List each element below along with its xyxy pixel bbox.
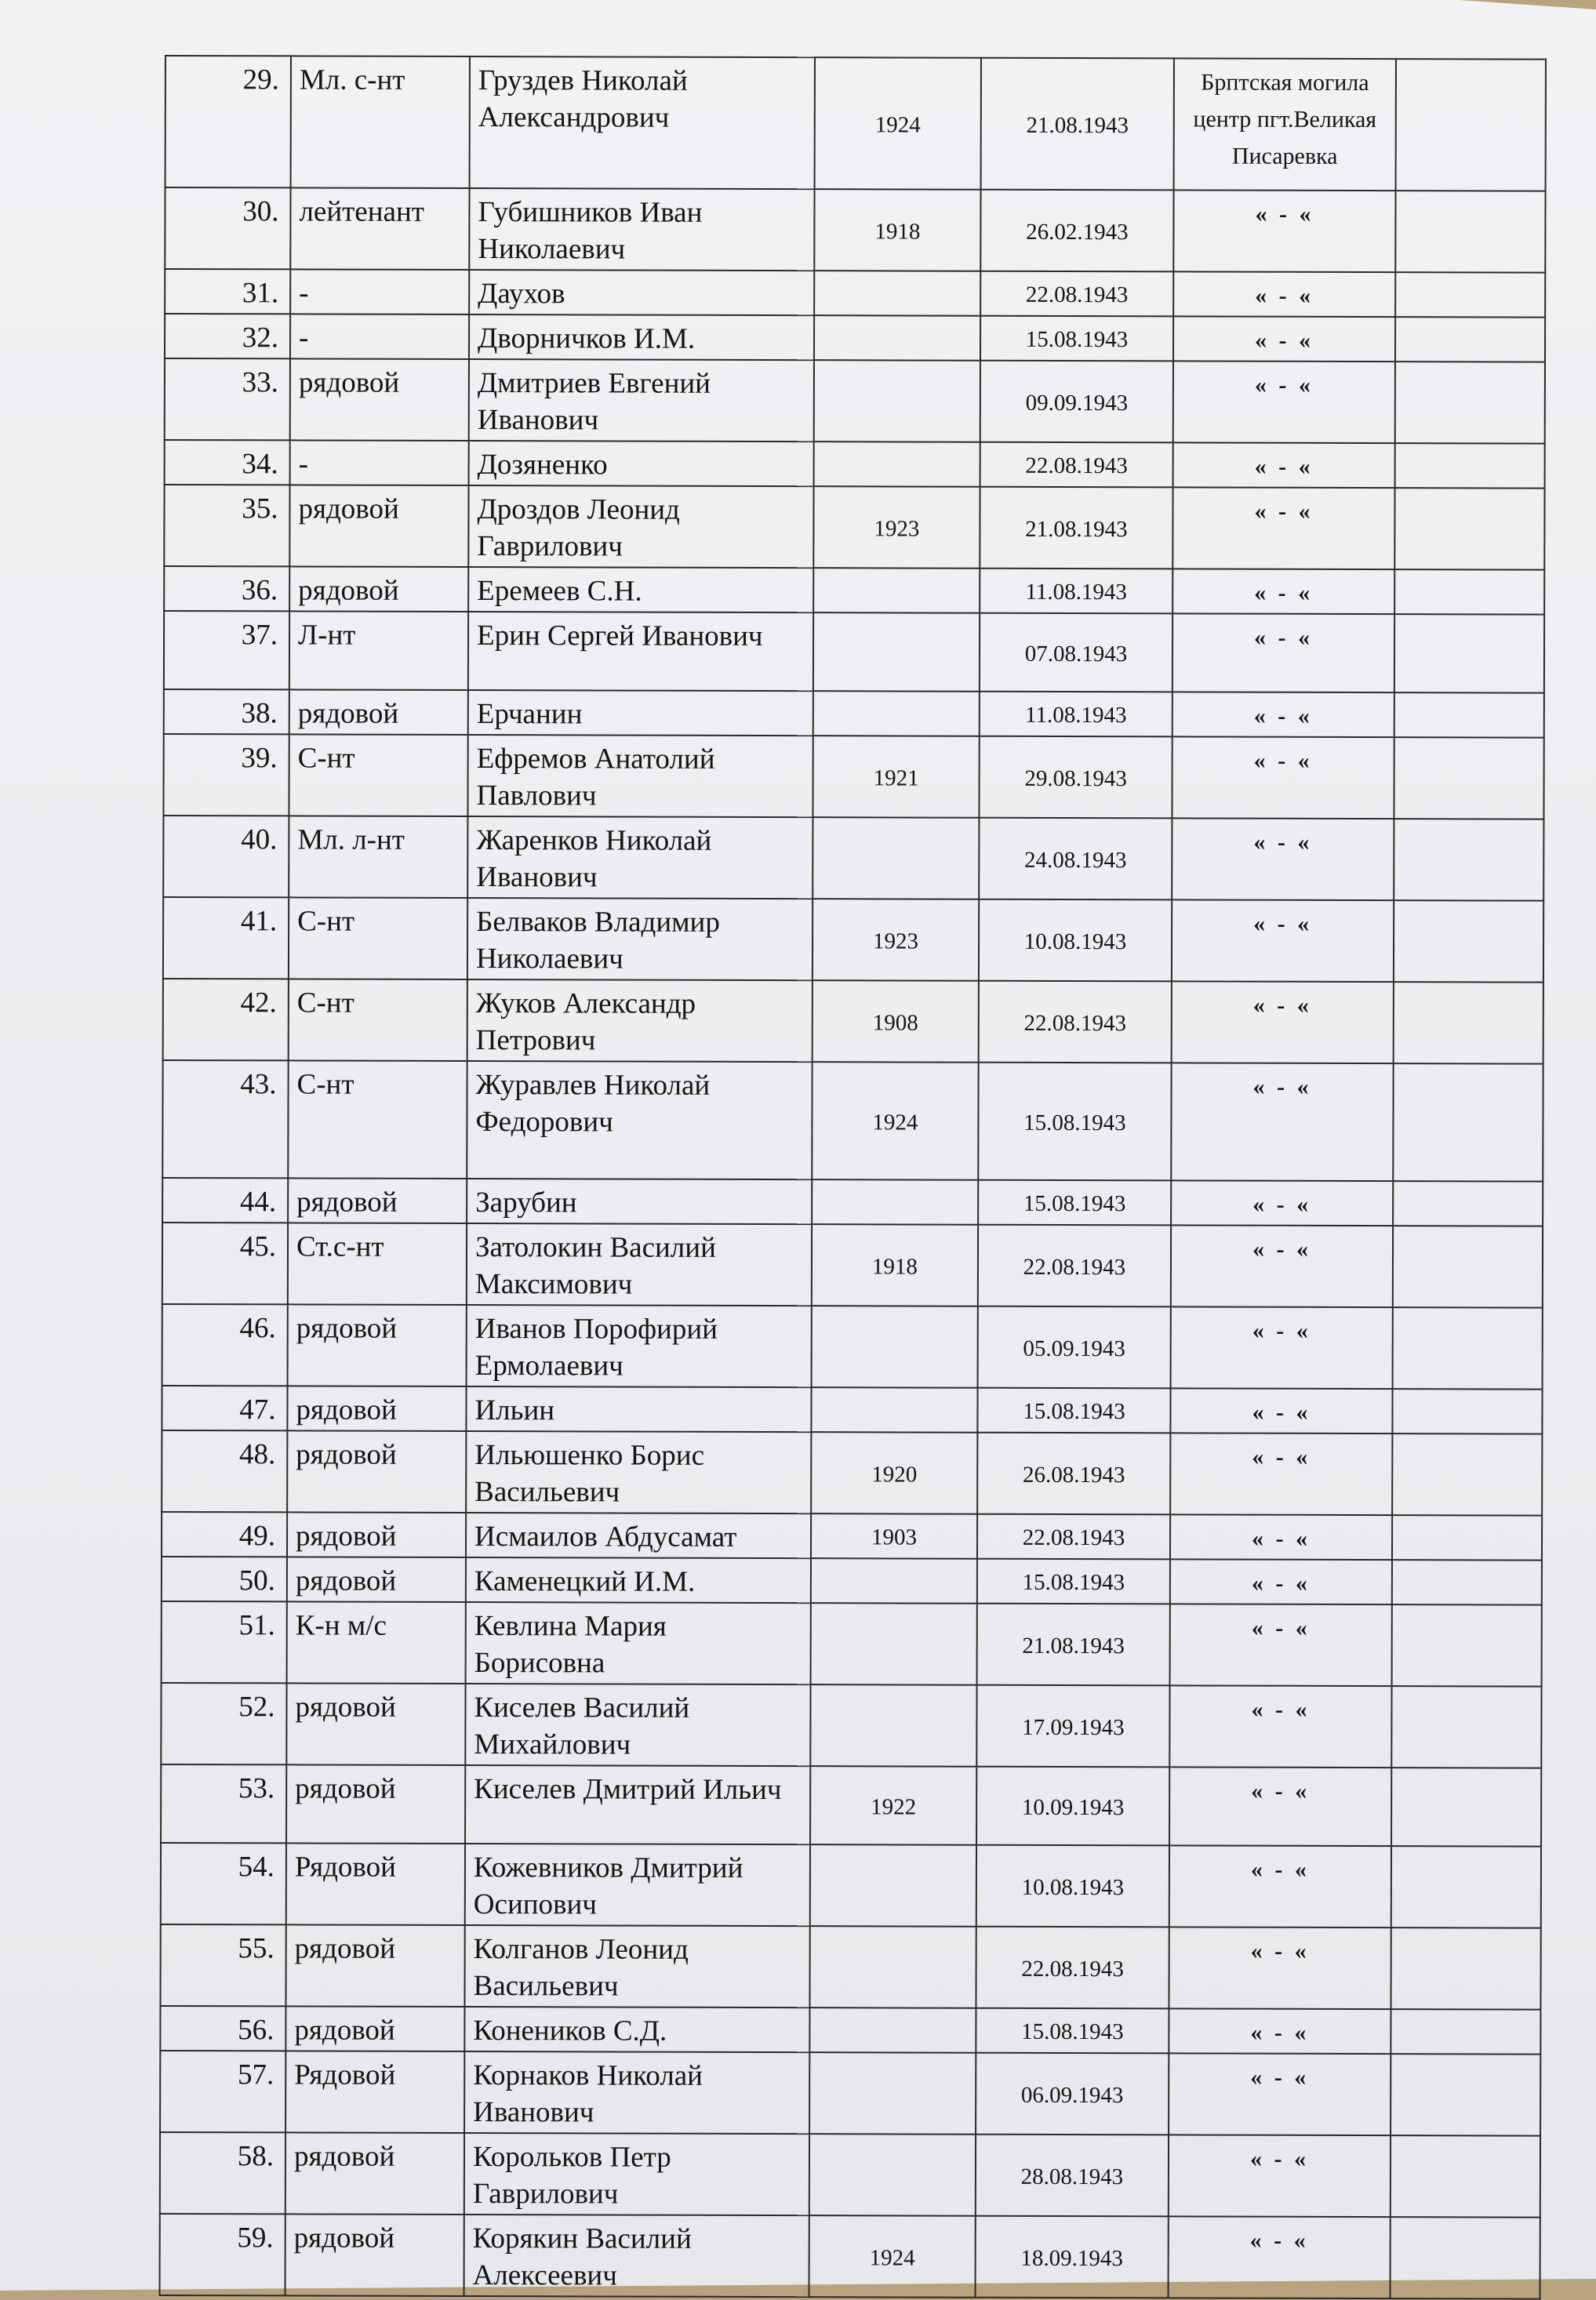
row-number: 50. (162, 1557, 287, 1601)
birth-year (809, 1926, 976, 2008)
notes-cell (1394, 819, 1543, 900)
notes-cell (1394, 488, 1544, 569)
death-date: 11.08.1943 (980, 692, 1172, 737)
row-number: 46. (162, 1304, 288, 1386)
birth-year (810, 1844, 976, 1927)
death-date: 15.08.1943 (978, 1063, 1171, 1181)
rank: рядовой (289, 566, 468, 612)
death-date: 09.09.1943 (980, 361, 1173, 443)
birth-year (811, 1603, 977, 1685)
rank: С-нт (288, 1060, 467, 1179)
table-row (163, 734, 1543, 819)
notes-cell (1394, 692, 1544, 737)
rank: - (290, 440, 469, 485)
notes-cell (1391, 1686, 1541, 1768)
rank: рядовой (288, 1178, 467, 1223)
burial-place-ditto: « - « (1173, 361, 1395, 443)
notes-cell (1391, 2135, 1540, 2217)
death-date: 15.08.1943 (978, 1180, 1171, 1226)
row-number: 55. (160, 1924, 285, 2006)
full-name: Иванов Порофирий Ермолаевич (467, 1305, 812, 1387)
birth-year (809, 2052, 976, 2135)
death-date: 22.08.1943 (980, 271, 1173, 317)
row-number: 44. (162, 1178, 288, 1223)
burial-place-ditto: « - « (1173, 271, 1395, 317)
burial-place-ditto: « - « (1169, 1767, 1391, 1846)
burial-place-ditto: « - « (1172, 899, 1394, 982)
table-row (165, 269, 1545, 318)
birth-year (814, 315, 980, 361)
rank: рядовой (290, 358, 469, 441)
table-row (162, 1601, 1542, 1687)
notes-cell (1393, 1181, 1543, 1226)
row-number: 37. (164, 611, 289, 689)
birth-year (813, 817, 979, 899)
table-row (162, 1304, 1543, 1390)
burial-place-ditto: « - « (1172, 981, 1394, 1063)
rank: рядовой (287, 1430, 466, 1513)
birth-year (812, 1306, 978, 1388)
rank: К-н м/с (287, 1601, 466, 1684)
table-row (165, 187, 1545, 273)
table-row (162, 1512, 1542, 1561)
row-number: 51. (162, 1601, 287, 1683)
full-name: Дозяненко (469, 441, 814, 486)
row-number: 35. (164, 485, 289, 566)
notes-cell (1392, 1515, 1542, 1560)
notes-cell (1394, 614, 1544, 692)
burial-place-ditto: « - « (1172, 487, 1394, 569)
birth-year: 1918 (812, 1224, 978, 1306)
burial-place-ditto: « - « (1172, 613, 1394, 692)
death-date: 22.08.1943 (979, 981, 1172, 1063)
table-row (163, 897, 1543, 983)
birth-year (812, 1179, 978, 1225)
rank: Рядовой (285, 2051, 464, 2133)
death-date: 10.08.1943 (976, 1845, 1169, 1928)
death-date: 15.08.1943 (980, 316, 1173, 362)
death-date: 21.08.1943 (980, 487, 1172, 569)
row-number: 48. (162, 1430, 287, 1512)
birth-year: 1918 (814, 189, 980, 271)
rank: лейтенант (290, 187, 469, 270)
burial-place-ditto: « - « (1172, 736, 1394, 819)
death-date: 07.08.1943 (980, 613, 1172, 692)
rank: Ст.с-нт (288, 1223, 467, 1305)
full-name: Кожевников Дмитрий Осипович (465, 1844, 810, 1926)
full-name: Корякин Василий Алексеевич (464, 2215, 809, 2297)
row-number: 45. (162, 1223, 288, 1304)
death-date: 28.08.1943 (976, 2135, 1169, 2217)
death-date: 22.08.1943 (976, 1927, 1169, 2009)
table-row (165, 440, 1545, 489)
rank: рядовой (286, 1683, 465, 1765)
birth-year: 1924 (815, 57, 981, 190)
row-number: 59. (160, 2214, 285, 2295)
death-date: 05.09.1943 (978, 1306, 1171, 1389)
table-row (161, 1683, 1541, 1768)
birth-year: 1924 (812, 1062, 978, 1180)
row-number: 40. (163, 816, 289, 897)
burial-place: Брптская могила центр пгт.Великая Писаревка (1174, 58, 1396, 191)
notes-cell (1391, 2217, 1540, 2298)
full-name: Корнаков Николай Иванович (464, 2051, 809, 2134)
rank: рядовой (288, 1304, 467, 1386)
full-name: Ерин Сергей Иванович (468, 612, 813, 691)
notes-cell (1395, 317, 1545, 362)
notes-cell (1395, 362, 1545, 443)
full-name: Груздев Николай Александрович (470, 56, 815, 189)
full-name: Ефремов Анатолий Павлович (467, 735, 813, 817)
birth-year: 1920 (811, 1432, 977, 1514)
death-date: 15.08.1943 (977, 1559, 1170, 1604)
birth-year (814, 441, 980, 487)
death-date: 21.08.1943 (977, 1604, 1170, 1686)
birth-year (809, 2134, 976, 2216)
row-number: 57. (160, 2051, 285, 2132)
row-number: 34. (165, 440, 290, 485)
full-name: Дроздов Леонид Гаврилович (468, 485, 813, 568)
rank: С-нт (289, 734, 467, 816)
birth-year (813, 612, 980, 692)
full-name: Жуков Александр Петрович (467, 979, 813, 1062)
table-row (165, 358, 1545, 444)
table-row (162, 1430, 1542, 1516)
rank: рядовой (287, 1512, 466, 1557)
row-number: 49. (162, 1512, 287, 1557)
burial-place-ditto: « - « (1169, 2053, 1391, 2135)
row-number: 32. (165, 314, 290, 358)
full-name: Каменецкий И.М. (466, 1557, 811, 1603)
burial-place-ditto: « - « (1173, 190, 1395, 272)
full-name: Белваков Владимир Николаевич (467, 898, 813, 980)
rank: рядовой (289, 689, 468, 735)
full-name: Конеников С.Д. (464, 2007, 809, 2052)
burial-place-ditto: « - « (1170, 1514, 1392, 1560)
full-name: Даухов (469, 270, 814, 315)
rank: Рядовой (286, 1843, 465, 1925)
notes-cell (1394, 982, 1543, 1063)
rank: Мл. л-нт (289, 816, 467, 898)
table-row (162, 1223, 1543, 1308)
row-number: 58. (160, 2132, 285, 2214)
full-name: Киселев Дмитрий Ильич (465, 1765, 810, 1844)
birth-year (809, 2008, 976, 2053)
burial-place-ditto: « - « (1169, 2008, 1391, 2054)
burial-place-ditto: « - « (1171, 1063, 1393, 1181)
full-name: Затолокин Василий Максимович (467, 1223, 812, 1306)
death-date: 15.08.1943 (977, 1388, 1170, 1433)
death-date: 10.08.1943 (979, 899, 1172, 982)
full-name: Кевлина Мария Борисовна (466, 1602, 811, 1684)
table-row (160, 2006, 1540, 2055)
notes-cell (1391, 1768, 1541, 1846)
row-number: 39. (163, 734, 289, 816)
notes-cell (1393, 1063, 1543, 1181)
row-number: 52. (161, 1683, 286, 1764)
burial-place-ditto: « - « (1169, 1685, 1391, 1768)
rank: С-нт (289, 979, 467, 1061)
death-date: 22.08.1943 (977, 1514, 1170, 1560)
table-row (162, 1557, 1542, 1605)
burial-place-ditto: « - « (1172, 818, 1394, 900)
death-date: 21.08.1943 (981, 58, 1174, 191)
burial-place-ditto: « - « (1173, 442, 1395, 488)
table-row (164, 566, 1544, 615)
full-name: Киселев Василий Михайлович (465, 1684, 810, 1766)
row-number: 43. (162, 1060, 288, 1178)
birth-year: 1924 (809, 2215, 976, 2298)
full-name: Корольков Петр Гаврилович (464, 2133, 809, 2215)
full-name: Жаренков Николай Иванович (467, 816, 813, 899)
rank: рядовой (287, 1557, 466, 1602)
rank: рядовой (286, 1764, 465, 1844)
birth-year (811, 1387, 977, 1433)
row-number: 42. (163, 979, 289, 1060)
row-number: 33. (165, 358, 290, 440)
notes-cell (1392, 1433, 1542, 1515)
row-number: 36. (164, 566, 289, 611)
notes-cell (1391, 1928, 1540, 2009)
death-date: 22.08.1943 (978, 1225, 1171, 1307)
table-row (161, 1764, 1541, 1847)
table-row (165, 56, 1546, 191)
death-date: 22.08.1943 (980, 442, 1173, 488)
full-name: Губишников Иван Николаевич (469, 188, 814, 271)
death-date: 15.08.1943 (976, 2008, 1169, 2054)
burial-place-ditto: « - « (1172, 569, 1394, 614)
rank: рядовой (285, 2132, 464, 2215)
birth-year: 1922 (810, 1766, 976, 1845)
table-row (163, 816, 1543, 901)
notes-cell (1392, 1560, 1542, 1604)
notes-cell (1395, 272, 1545, 317)
row-number: 54. (161, 1843, 286, 1924)
table-row (164, 485, 1544, 570)
birth-year (811, 1558, 977, 1604)
birth-year: 1903 (811, 1513, 977, 1559)
row-number: 30. (165, 187, 290, 269)
burial-place-ditto: « - « (1169, 2216, 1391, 2298)
table-row (162, 1386, 1542, 1434)
table-row (164, 689, 1544, 738)
rank: С-нт (289, 897, 467, 979)
row-number: 29. (165, 56, 291, 187)
full-name: Ильин (466, 1386, 811, 1432)
burial-place-ditto: « - « (1171, 1180, 1393, 1226)
row-number: 41. (163, 897, 289, 979)
birth-year: 1921 (813, 736, 979, 818)
table-row (160, 2051, 1540, 2136)
notes-cell (1392, 1604, 1542, 1686)
notes-cell (1395, 191, 1545, 272)
birth-year: 1923 (813, 899, 979, 981)
table-row (164, 611, 1544, 693)
row-number: 31. (165, 269, 290, 314)
rank: - (290, 269, 469, 314)
notes-cell (1393, 1226, 1543, 1307)
death-date: 11.08.1943 (980, 569, 1172, 614)
burial-place-ditto: « - « (1170, 1388, 1392, 1433)
birth-year: 1923 (813, 486, 980, 569)
rank: рядовой (289, 485, 468, 567)
death-date: 26.02.1943 (980, 190, 1173, 272)
table-row (160, 2214, 1540, 2299)
notes-cell (1393, 1307, 1543, 1389)
burial-place-ditto: « - « (1169, 2135, 1391, 2217)
row-number: 53. (161, 1764, 286, 1843)
death-date: 17.09.1943 (976, 1685, 1169, 1768)
burial-place-ditto: « - « (1170, 1559, 1392, 1604)
death-date: 29.08.1943 (979, 736, 1172, 819)
notes-cell (1395, 443, 1545, 488)
notes-cell (1394, 900, 1543, 982)
full-name: Журавлев Николай Федорович (467, 1061, 812, 1179)
notes-cell (1391, 2009, 1540, 2054)
rank: рядовой (285, 1924, 464, 2007)
birth-year (810, 1684, 976, 1767)
row-number: 38. (164, 689, 289, 734)
full-name: Исмаилов Абдусамат (466, 1513, 811, 1558)
table-row (160, 2132, 1540, 2218)
birth-year: 1908 (813, 980, 979, 1063)
table-body (160, 56, 1546, 2299)
burial-place-ditto: « - « (1170, 1433, 1392, 1515)
table-row (161, 1843, 1541, 1928)
table-row (160, 1924, 1540, 2010)
burial-place-ditto: « - « (1171, 1225, 1393, 1307)
full-name: Еремеев С.Н. (468, 567, 813, 612)
burial-place-ditto: « - « (1169, 1845, 1391, 1928)
table-row (163, 979, 1543, 1064)
row-number: 56. (160, 2006, 285, 2051)
burial-place-ditto: « - « (1172, 692, 1394, 737)
notes-cell (1392, 1389, 1542, 1433)
rank: рядовой (285, 2006, 464, 2051)
notes-cell (1396, 59, 1546, 191)
rank: - (290, 314, 469, 359)
row-number: 47. (162, 1386, 287, 1430)
burial-list-table (159, 55, 1547, 2300)
notes-cell (1394, 737, 1543, 819)
rank: Мл. с-нт (291, 56, 470, 188)
death-date: 24.08.1943 (979, 818, 1172, 900)
full-name: Дворничков И.М. (469, 314, 814, 360)
burial-place-ditto: « - « (1170, 1604, 1392, 1686)
notes-cell (1391, 2054, 1540, 2135)
death-date: 06.09.1943 (976, 2053, 1169, 2135)
birth-year (813, 568, 980, 613)
birth-year (813, 691, 980, 736)
burial-place-ditto: « - « (1171, 1306, 1393, 1389)
rank: рядовой (287, 1386, 466, 1431)
birth-year (814, 271, 980, 316)
table-row (165, 314, 1545, 362)
birth-year (814, 360, 980, 442)
full-name: Зарубин (467, 1179, 812, 1224)
notes-cell (1394, 569, 1544, 614)
full-name: Ильюшенко Борис Васильевич (466, 1431, 811, 1513)
rank: Л-нт (289, 611, 468, 690)
death-date: 18.09.1943 (976, 2216, 1169, 2298)
burial-place-ditto: « - « (1173, 316, 1395, 362)
table-row (162, 1060, 1543, 1182)
full-name: Дмитриев Евгений Иванович (469, 359, 814, 441)
notes-cell (1391, 1846, 1541, 1928)
death-date: 10.09.1943 (976, 1767, 1169, 1846)
rank: рядовой (285, 2214, 464, 2296)
table-row (162, 1178, 1543, 1226)
burial-place-ditto: « - « (1169, 1927, 1391, 2009)
full-name: Колганов Леонид Васильевич (464, 1925, 809, 2008)
death-date: 26.08.1943 (977, 1433, 1170, 1515)
full-name: Ерчанин (468, 690, 813, 736)
